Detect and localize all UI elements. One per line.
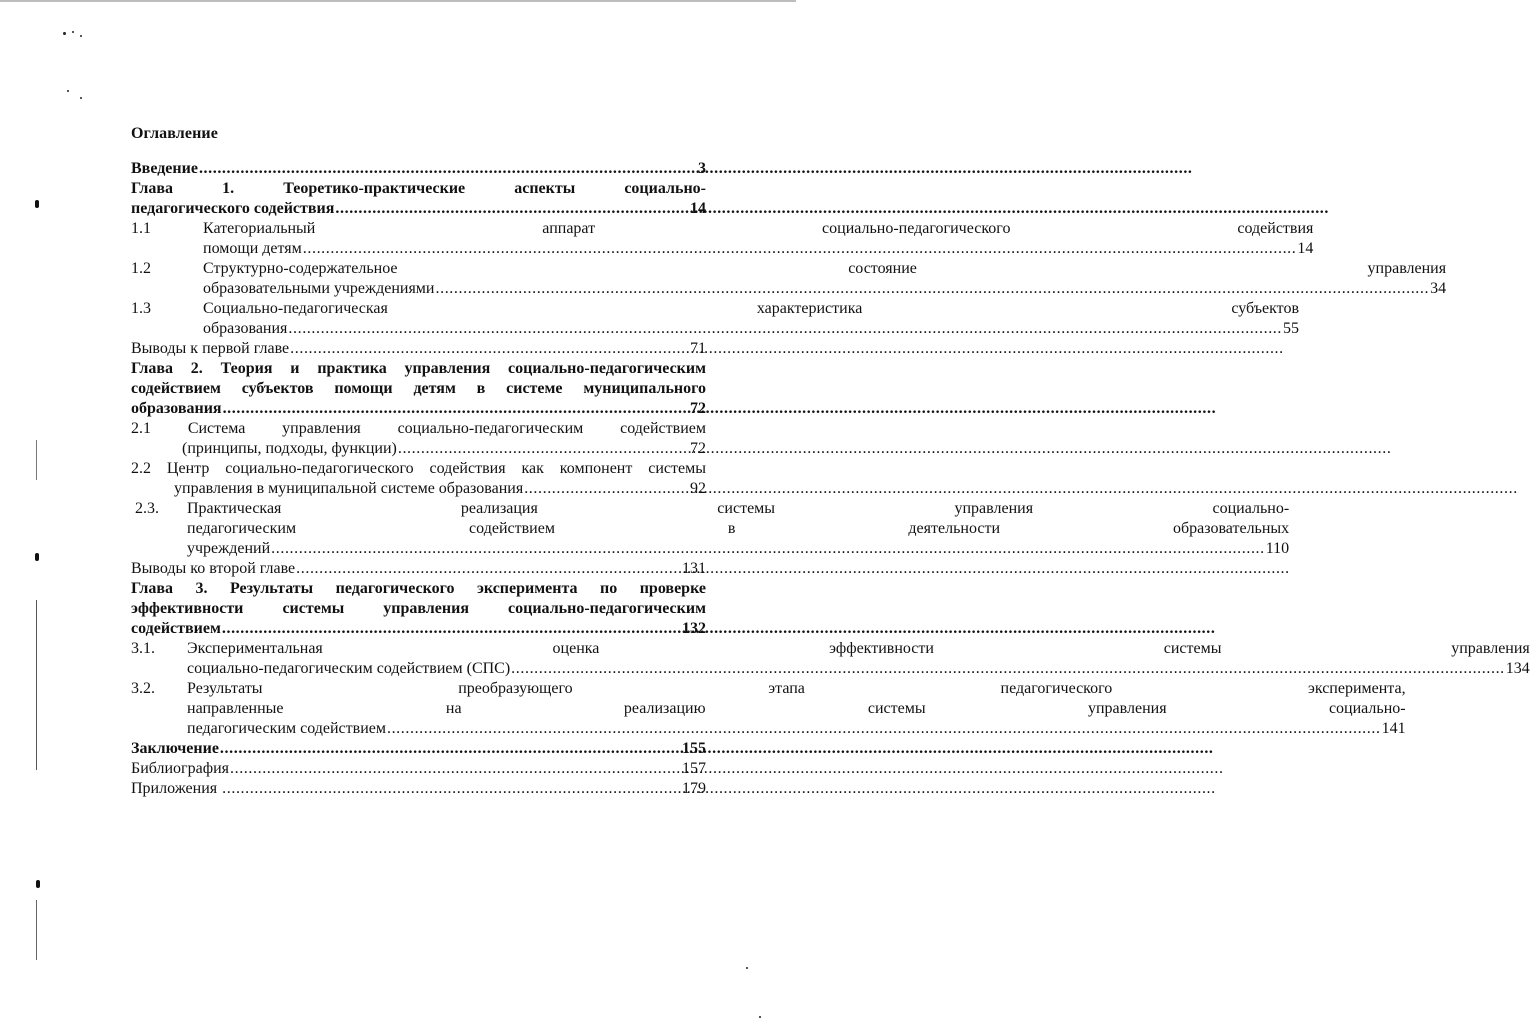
toc-entry-3-2[interactable] — [131, 679, 1406, 739]
binding-mark — [35, 553, 39, 561]
entry-page: 34 — [1430, 280, 1447, 297]
section-title-line: 2.2 Центр социально-педагогического содействия как компонент системы — [131, 460, 706, 477]
toc-title: Оглавление — [131, 125, 218, 142]
chapter-title-line: Глава 3. Результаты педагогического эксперимента по проверке — [131, 580, 706, 597]
section-title-line: педагогическим содействием — [187, 720, 386, 737]
section-number: 3.2. — [131, 680, 155, 697]
entry-page: 179 — [682, 780, 706, 797]
section-title-line: Структурно-содержательное состояние управления — [203, 260, 1447, 277]
entry-label: Приложения — [131, 780, 222, 797]
entry-page: 131 — [682, 560, 706, 577]
chapter-title-line: содействием — [131, 620, 221, 637]
toc-entry-chapter-3[interactable] — [131, 579, 706, 639]
section-title-line: образования — [203, 320, 288, 337]
entry-page: 72 — [690, 440, 706, 457]
chapter-title-line: педагогического содействия — [131, 200, 335, 217]
scan-speck — [72, 31, 74, 33]
section-number: 1.2 — [131, 260, 151, 277]
entry-page: 155 — [682, 740, 706, 757]
scan-speck — [759, 1016, 761, 1018]
entry-label: Заключение — [131, 740, 219, 757]
toc-entry-conclusion-1[interactable] — [131, 339, 706, 359]
entry-page: 132 — [682, 620, 706, 637]
entry-label: Библиография — [131, 760, 229, 777]
toc-entry-conclusion[interactable] — [131, 739, 706, 759]
section-number: 1.3 — [131, 300, 151, 317]
toc-entry-2-2[interactable] — [131, 459, 706, 499]
entry-page: 72 — [690, 400, 706, 417]
section-title-line: помощи детям — [203, 240, 302, 257]
section-number: 1.1 — [131, 220, 151, 237]
section-title-line: Категориальный аппарат социально-педагогического содействия — [203, 220, 1314, 237]
section-title-line: педагогическим содействием в деятельности образовательных — [187, 520, 1290, 537]
binding-mark — [36, 900, 37, 960]
entry-page: 55 — [1283, 320, 1300, 337]
section-title-line: направленные на реализацию системы управления социально- — [187, 700, 1406, 717]
toc-entry-chapter-2[interactable] — [131, 359, 706, 419]
toc-entry-2-1[interactable] — [131, 419, 706, 459]
binding-mark — [36, 880, 40, 888]
section-title-line: 2.1 Система управления социально-педагогическим содействием — [131, 420, 706, 437]
entry-page: 71 — [690, 340, 706, 357]
section-number: 2.3. — [135, 500, 159, 517]
table-of-contents — [131, 124, 1530, 799]
toc-entry-bibliography[interactable] — [131, 759, 706, 779]
scan-speck — [80, 97, 82, 99]
chapter-title-line: эффективности системы управления социально-педагогическим — [131, 600, 706, 617]
section-title-line: социально-педагогическим содействием (СПС) — [187, 660, 511, 677]
entry-page: 134 — [1505, 660, 1530, 677]
top-edge-line — [0, 0, 796, 2]
section-title-line: Экспериментальная оценка эффективности системы управления — [187, 640, 1530, 657]
entry-page: 3 — [698, 160, 706, 177]
section-title-line: Результаты преобразующего этапа педагогического эксперимента, — [187, 680, 1406, 697]
binding-mark — [36, 600, 37, 770]
scan-speck — [80, 35, 82, 37]
toc-entry-1-2[interactable] — [131, 259, 1447, 299]
section-title-line: образовательными учреждениями — [203, 280, 435, 297]
toc-entry-appendix[interactable] — [131, 779, 706, 799]
binding-mark — [35, 200, 39, 208]
entry-label: Выводы к первой главе — [131, 340, 290, 357]
toc-entry-1-3[interactable] — [131, 299, 1300, 339]
entry-page: 157 — [682, 760, 706, 777]
chapter-title-line: содействием субъектов помощи детям в системе муниципального — [131, 380, 706, 397]
entry-label: Введение — [131, 160, 198, 177]
section-title-line: (принципы, подходы, функции) — [182, 440, 397, 457]
section-title-line: Практическая реализация системы управления социально- — [187, 500, 1290, 517]
toc-entry-chapter-1[interactable] — [131, 179, 706, 219]
binding-mark — [36, 440, 37, 480]
chapter-title-line: Глава 2. Теория и практика управления социально-педагогическим — [131, 360, 706, 377]
toc-entry-3-1[interactable] — [131, 639, 1530, 679]
entry-page: 14 — [690, 200, 706, 217]
section-title-line: учреждений — [187, 540, 271, 557]
section-number: 3.1. — [131, 640, 155, 657]
entry-page: 110 — [1265, 540, 1290, 557]
section-title-line: управления в муниципальной системе образования — [174, 480, 524, 497]
entry-page: 14 — [1297, 240, 1314, 257]
scan-speck — [63, 32, 66, 35]
toc-entry-1-1[interactable] — [131, 219, 1314, 259]
entry-label: Выводы ко второй главе — [131, 560, 296, 577]
entry-page: 141 — [1381, 720, 1406, 737]
chapter-title-line: образования — [131, 400, 222, 417]
scan-speck — [67, 90, 69, 92]
scan-speck — [746, 967, 748, 969]
toc-entry-conclusion-2[interactable] — [131, 559, 706, 579]
toc-entry-intro[interactable] — [131, 159, 706, 179]
toc-entry-2-3[interactable] — [131, 499, 1290, 559]
section-title-line: Социально-педагогическая характеристика субъектов — [203, 300, 1300, 317]
chapter-title-line: Глава 1. Теоретико-практические аспекты социально- — [131, 180, 706, 197]
entry-page: 92 — [690, 480, 706, 497]
